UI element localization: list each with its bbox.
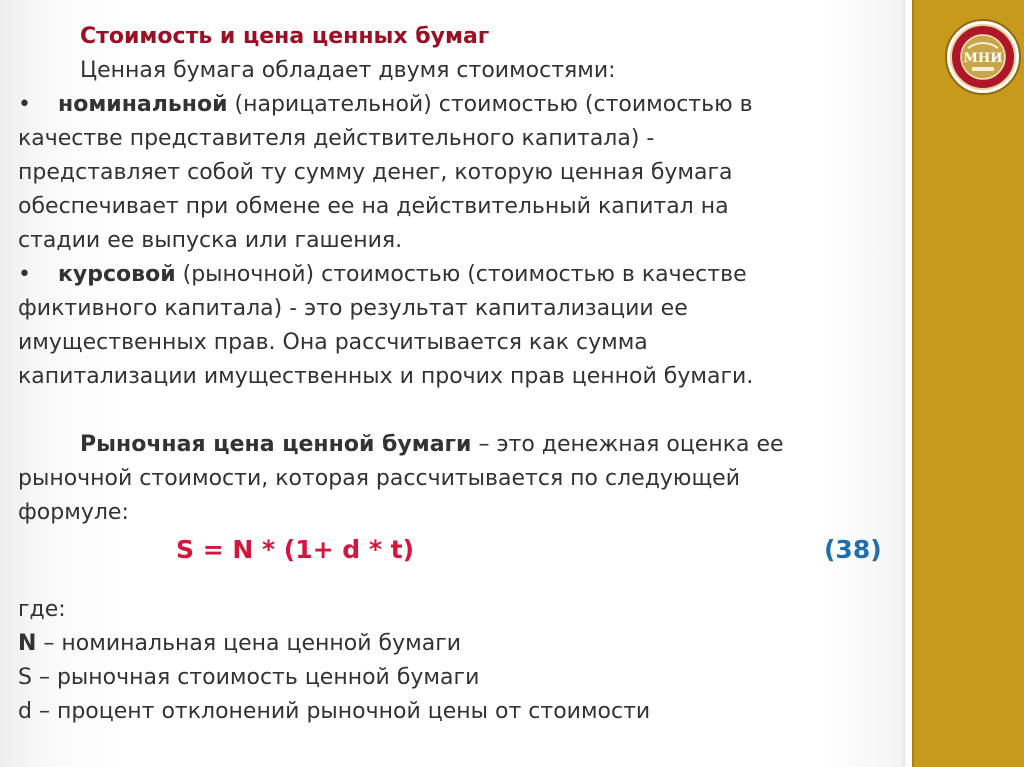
where-label: где: bbox=[18, 597, 66, 622]
market-price-text: – это денежная оценка ее bbox=[471, 432, 784, 457]
bullet-market-line: фиктивного капитала) - это результат капитализации ее bbox=[18, 296, 688, 321]
bullet-nominal-line: стадии ее выпуска или гашения. bbox=[18, 228, 403, 253]
bullet-nominal-line: обеспечивает при обмене ее на действительный капитал на bbox=[18, 194, 729, 219]
definition-n bbox=[18, 627, 898, 661]
panel-gap bbox=[905, 0, 912, 767]
bullet-nominal-line: качестве представителя действительного капитала) - bbox=[18, 126, 655, 151]
market-price-first-line bbox=[18, 428, 898, 462]
formula-number: (38) bbox=[824, 535, 882, 564]
bullet-nominal-first-line bbox=[18, 88, 898, 122]
bullet-market-line: имущественных прав. Она рассчитывается как сумма bbox=[18, 330, 648, 355]
bullet-market-first-line bbox=[18, 258, 898, 292]
slide-title: Стоимость и цена ценных бумаг bbox=[80, 24, 490, 49]
definition-text: – процент отклонений рыночной цены от стоимости bbox=[31, 699, 651, 724]
formula-row bbox=[18, 533, 898, 573]
bullet-market-term: курсовой bbox=[58, 262, 176, 287]
spacer bbox=[18, 394, 898, 428]
market-price-line: формуле: bbox=[18, 500, 129, 525]
definition-d bbox=[18, 695, 898, 729]
bullet-market-text: (рыночной) стоимостью (стоимостью в качестве bbox=[175, 262, 747, 287]
definition-text: – рыночная стоимость ценной бумаги bbox=[31, 665, 480, 690]
definition-text: – номинальная цена ценной бумаги bbox=[36, 631, 462, 656]
market-price-line: рыночной стоимости, которая рассчитывается по следующей bbox=[18, 466, 741, 491]
bullet-nominal-line: представляет собой ту сумму денег, которую ценная бумага bbox=[18, 160, 733, 185]
definition-symbol: d bbox=[18, 699, 32, 724]
intro-text: Ценная бумага обладает двумя стоимостями: bbox=[80, 58, 616, 83]
definition-symbol: S bbox=[18, 665, 32, 690]
definition-s bbox=[18, 661, 898, 695]
logo-text: МНИ bbox=[963, 51, 1003, 66]
slide-content bbox=[18, 20, 898, 729]
formula-expression: S = N * (1+ d * t) bbox=[176, 535, 414, 564]
university-seal-logo bbox=[944, 18, 1022, 96]
bullet-marker: • bbox=[18, 92, 31, 117]
market-price-term: Рыночная цена ценной бумаги bbox=[80, 432, 472, 457]
bullet-nominal-term: номинальной bbox=[58, 92, 228, 117]
right-gold-panel bbox=[912, 0, 1024, 767]
bullet-market-line: капитализации имущественных и прочих прав ценной бумаги. bbox=[18, 364, 754, 389]
definition-symbol: N bbox=[18, 631, 37, 656]
bullet-nominal-text: (нарицательной) стоимостью (стоимостью в bbox=[227, 92, 753, 117]
bullet-marker: • bbox=[18, 262, 31, 287]
